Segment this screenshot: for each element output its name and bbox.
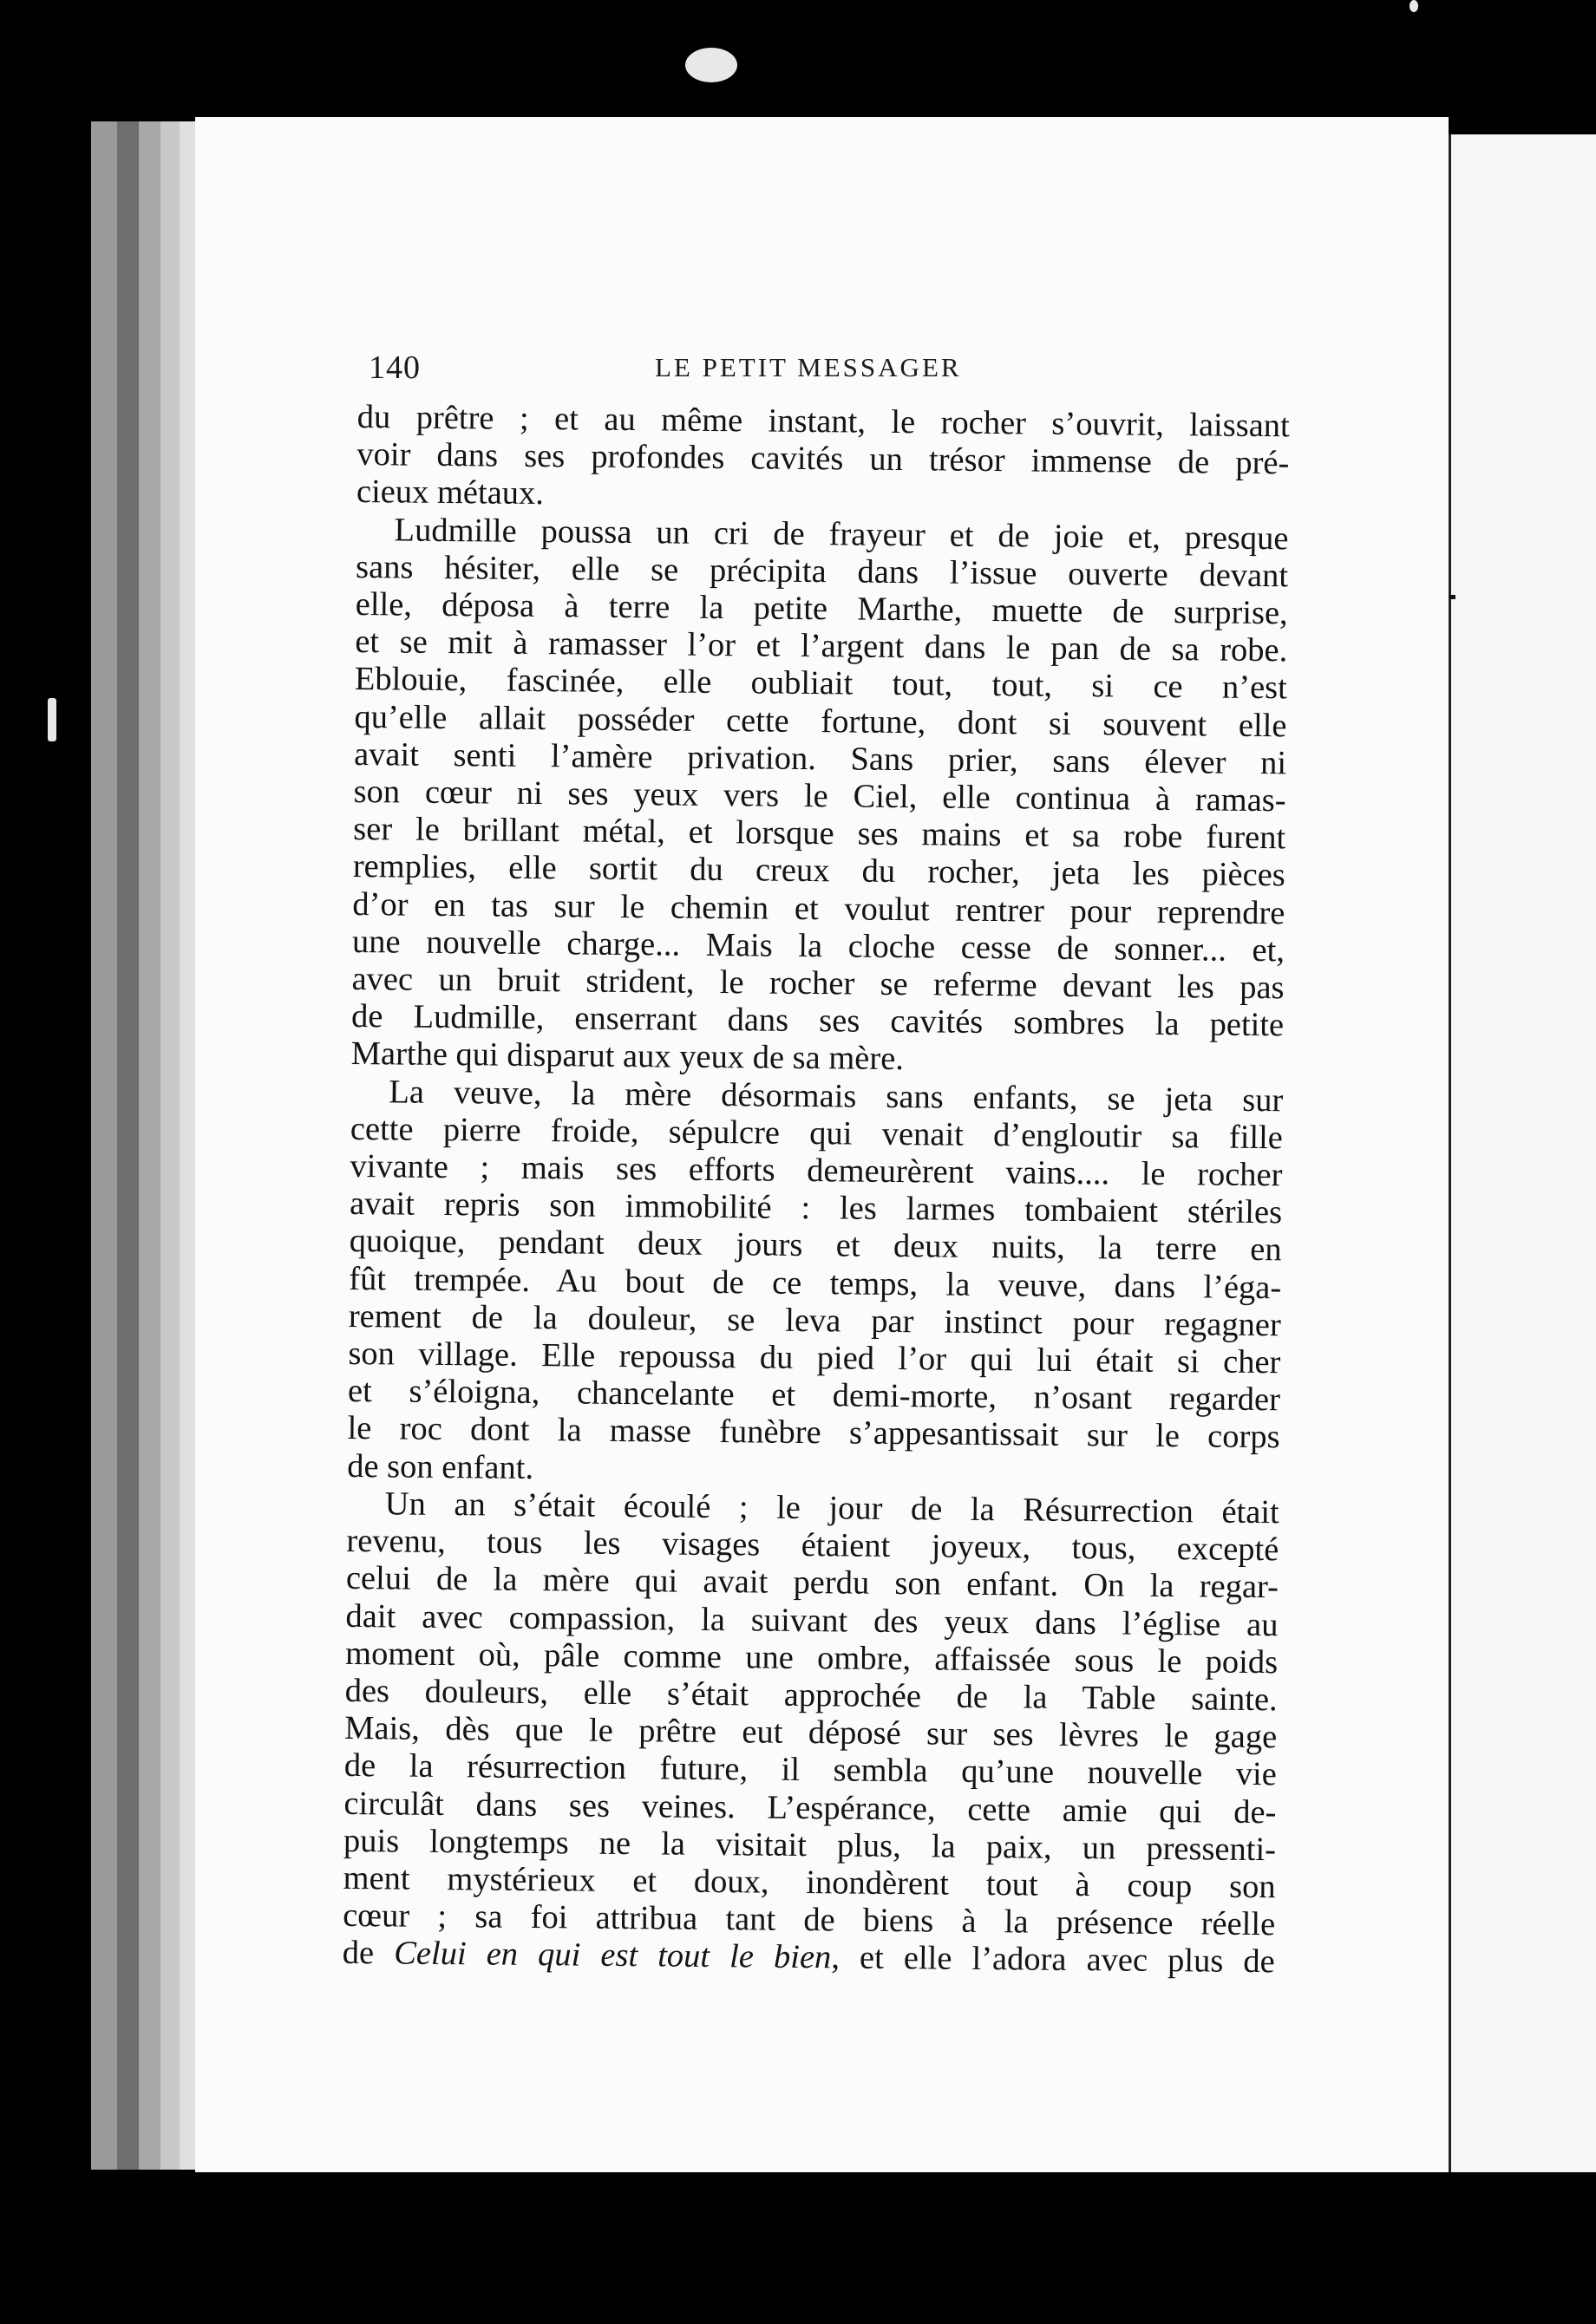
body-text [343,399,1290,1981]
text-line: Mais, dès que le prêtre eut déposé sur ses lèvres le gage [344,1710,1278,1756]
text-line: sans hésiter, elle se précipita dans l’issue ouverte devant [355,548,1289,595]
text-line: cieux métaux. [356,473,545,512]
text-line: fût trempée. Au bout de ce temps, la veuve, dans l’éga- [349,1260,1282,1306]
text-line: une nouvelle charge... Mais la cloche cesse de sonner... et, [351,923,1285,969]
text-line: le roc dont la masse funèbre s’appesantissait sur le corps [347,1410,1280,1456]
text-line: elle, déposa à terre la petite Marthe, muette de surprise, [355,586,1288,632]
background-speck [685,48,737,82]
text-line: avec un bruit strident, le rocher se referme devant les pas [351,961,1285,1007]
text-line: Un an s’était écoulé ; le jour de la Résurrection était [384,1485,1279,1531]
background-speck [1410,0,1418,12]
text-line: remplies, elle sortit du creux du rocher, jeta les pièces [352,848,1285,894]
text-line: rement de la douleur, se leva par instinct pour regagner [348,1297,1281,1344]
text-line: qu’elle allait posséder cette fortune, dont si souvent elle [354,698,1287,744]
text-line: puis longtemps ne la visitait plus, la paix, un pressenti- [343,1822,1277,1868]
facing-page [1449,134,1596,2172]
text-line: cette pierre froide, sépulcre qui venait d’engloutir sa fille [350,1110,1284,1157]
page-header [369,349,1288,392]
text-line: circulât dans ses veines. L’espérance, cette amie qui de- [343,1785,1277,1831]
text-line: avait repris son immobilité : les larmes tombaient stériles [349,1185,1283,1231]
text-line: avait senti l’amère privation. Sans prier, sans élever ni [353,735,1287,782]
text-line: quoique, pendant deux jours et deux nuits, la terre en [349,1223,1282,1269]
text-line: voir dans ses profondes cavités un trésor immense de pré- [356,436,1290,482]
page-edge [117,121,139,2170]
background-speck [48,698,56,741]
text-fragment: de [342,1935,395,1972]
text-line: cœur ; sa foi attribua tant de biens à la présence réelle [343,1897,1276,1943]
page-edge [139,121,160,2170]
text-line: et s’éloigna, chancelante et demi-morte, n’osant regarder [347,1373,1281,1419]
page-edge [180,121,195,2170]
text-line: dait avec compassion, la suivant des yeux dans l’église au [345,1597,1279,1643]
text-line: revenu, tous les visages étaient joyeux, tous, excepté [346,1523,1279,1569]
page-edge [91,121,117,2170]
text-line: vivante ; mais ses efforts demeurèrent vains.... le rocher [350,1148,1283,1194]
text-line: moment où, pâle comme une ombre, affaissée sous le poids [344,1635,1279,1681]
text-line: celui de la mère qui avait perdu son enfant. On la regar- [345,1560,1279,1606]
text-line: Ludmille poussa un cri de frayeur et de joie et, presque [394,512,1289,557]
text-line: son cœur ni ses yeux vers le Ciel, elle continua à ramas- [353,774,1286,819]
text-line: et se mit à ramasser l’or et l’argent dans le pan de sa robe. [355,623,1288,669]
running-head: LE PETIT MESSAGER [655,352,962,382]
text-fragment: , et elle l’adora avec plus de [831,1939,1275,1981]
text-line: de Ludmille, enserrant dans ses cavités sombres la petite [350,998,1285,1044]
page-number: 140 [369,349,421,386]
text-line: son village. Elle repoussa du pied l’or qui lui était si cher [348,1335,1281,1381]
text-line: Marthe qui disparut aux yeux de sa mère. [350,1035,905,1078]
text-line: d’or en tas sur le chemin et voulut rentrer pour reprendre [352,885,1285,931]
text-line: ment mystérieux et doux, inondèrent tout à coup son [343,1859,1276,1906]
text-line: du prêtre ; et au même instant, le rocher s’ouvrit, laissant [356,399,1290,445]
text-line: de son enfant. [346,1447,534,1486]
text-line: Eblouie, fascinée, elle oubliait tout, tout, si ce n’est [354,661,1288,707]
text-line: des douleurs, elle s’était approchée de la Table sainte. [344,1672,1278,1719]
text-line: de la résurrection future, il sembla qu’une nouvelle vie [343,1747,1278,1793]
italic-phrase: Celui en qui est tout le bien [394,1935,832,1976]
text-line: ser le brillant métal, et lorsque ses mains et sa robe furent [353,811,1286,857]
page-edge [160,121,180,2170]
text-line: La veuve, la mère désormais sans enfants, se jeta sur [389,1074,1284,1119]
